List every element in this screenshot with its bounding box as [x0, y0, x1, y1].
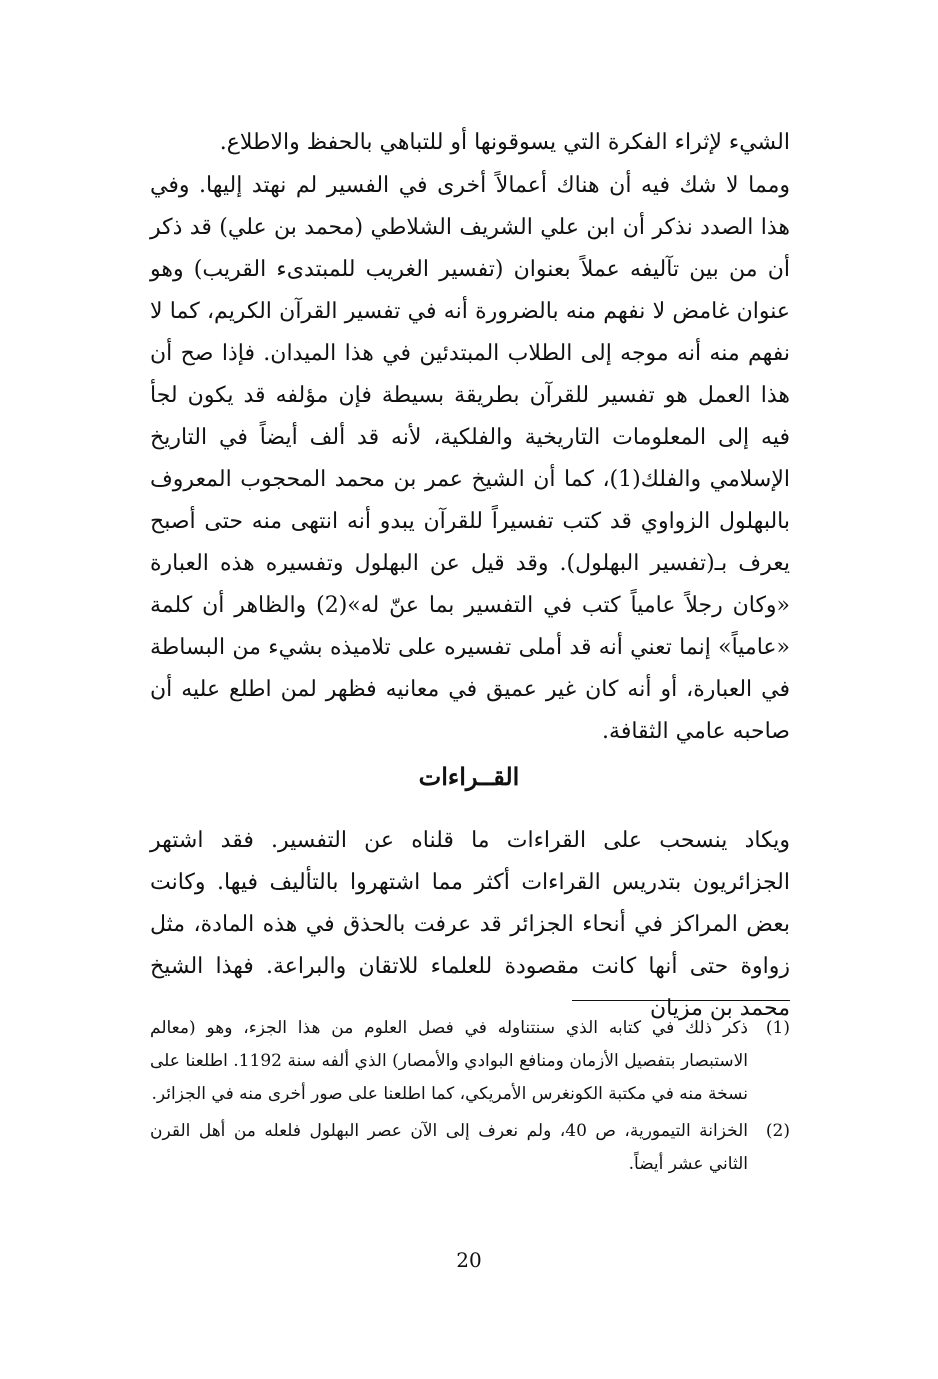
footnote-text: ذكر ذلك في كتابه الذي سنتناوله في فصل العلوم من هذا الجزء، وهو (معالم الاستبصار بتفصيل الأزمان ومنافع البوادي والأمصار) الذي ألفه سنة 1192. اطلعنا على نسخة منه في مكتبة الكونغرس الأمريكي، كما اطلعنا على صور أخرى منه في الجزائر. — [150, 1018, 748, 1104]
paragraph-continuation: الشيء لإثراء الفكرة التي يسوقونها أو للتباهي بالحفظ والاطلاع. — [219, 130, 790, 155]
section-heading: القــراءات — [418, 762, 520, 791]
footnote-item — [150, 1115, 790, 1181]
footnote-number: (1) — [765, 1018, 790, 1038]
footnote-number: (2) — [765, 1121, 790, 1141]
footnote-item — [150, 1012, 790, 1111]
footnote-text: الخزانة التيمورية، ص 40، ولم نعرف إلى الآن عصر البهلول فلعله من أهل القرن الثاني عشر أيضاً. — [150, 1121, 748, 1174]
footnotes-list — [150, 1012, 790, 1185]
paragraph-other-tafsir-works: ومما لا شك فيه أن هناك أعمالاً أخرى في الفسير لم نهتد إليها. وفي هذا الصدد نذكر أن ابن علي الشريف الشلاطي (محمد بن علي) قد ذكر أن من بين تآليفه عملاً بعنوان (تفسير الغريب للمبتدىء القريب) وهو عنوان غامض لا نفهم منه بالضرورة أنه في تفسير القرآن الكريم، كما لا نفهم منه أنه موجه إلى الطلاب المبتدئين في هذا الميدان. فإذا صح أن هذا العمل هو تفسير للقرآن بطريقة بسيطة فإن مؤلفه قد يكون لجأ فيه إلى المعلومات التاريخية والفلكية، لأنه قد ألف أيضاً في التاريخ الإسلامي والفلك(1)، كما أن الشيخ عمر بن محمد المحجوب المعروف بالبهلول الزواوي قد كتب تفسيراً للقرآن يبدو أنه انتهى منه حتى أصبح يعرف بـ(تفسير البهلول). وقد قيل عن البهلول وتفسيره هذه العبارة «وكان رجلاً عامياً كتب في التفسير بما عنّ له»(2) والظاهر أن كلمة «عامياً» إنما تعني أنه قد أملى تفسيره على تلاميذه بشيء من البساطة في العبارة، أو أنه كان غير عميق في معانيه فظهر لمن اطلع عليه أن صاحبه عامي الثقافة. — [150, 173, 791, 744]
paragraph-qiraat: ويكاد ينسحب على القراءات ما قلناه عن التفسير. فقد اشتهر الجزائريون بتدريس القراءات أكثر مما اشتهروا بالتأليف فيها. وكانت بعض المراكز في أنحاء الجزائر قد عرفت بالحذق في هذه المادة، مثل زواوة حتى أنها كانت مقصودة للعلماء للاتقان والبراعة. فهذا الشيخ محمد بن مزيان — [150, 828, 790, 1021]
footnote-divider — [572, 1000, 790, 1001]
page-number: 20 — [456, 1248, 482, 1272]
